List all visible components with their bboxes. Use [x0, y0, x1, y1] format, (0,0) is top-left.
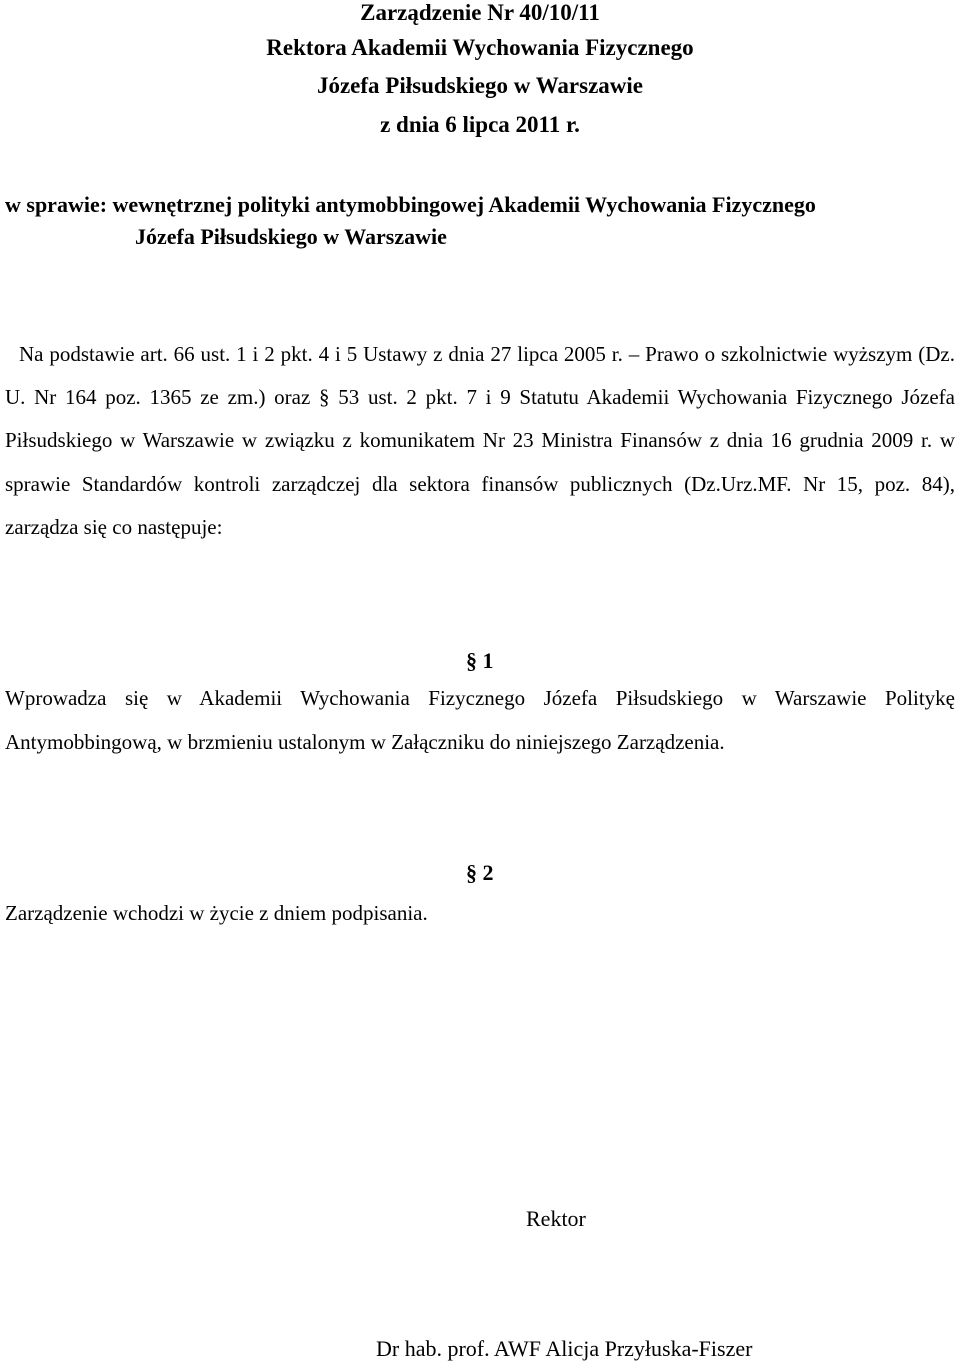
signatory-name: Dr hab. prof. AWF Alicja Przyłuska-Fiszer — [376, 1336, 753, 1361]
section-2-mark: § 2 — [466, 860, 494, 885]
signatory-role: Rektor — [526, 1206, 586, 1231]
document-date: z dnia 6 lipca 2011 r. — [380, 112, 580, 137]
document-title: Zarządzenie Nr 40/10/11 — [360, 0, 600, 25]
issuer-name-line: Józefa Piłsudskiego w Warszawie — [316, 73, 644, 98]
subject-line-2: Józefa Piłsudskiego w Warszawie — [135, 224, 447, 249]
section-2-text: Zarządzenie wchodzi w życie z dniem podpisania. — [5, 901, 428, 925]
subject-line-1: w sprawie: wewnętrznej polityki antymobbingowej Akademii Wychowania Fizycznego — [5, 192, 816, 217]
section-1-text: Wprowadza się w Akademii Wychowania Fizycznego Józefa Piłsudskiego w Warszawie Politykę Antymobbingową, w brzmieniu ustalonym w Załączniku do niniejszego Zarządzenia. — [5, 686, 955, 754]
preamble-paragraph: Na podstawie art. 66 ust. 1 i 2 pkt. 4 i 5 Ustawy z dnia 27 lipca 2005 r. – Prawo o szkolnictwie wyższym (Dz. U. Nr 164 poz. 1365 ze zm.) oraz § 53 ust. 2 pkt. 7 i 9 Statutu Akademii Wychowania Fizycznego Józefa Piłsudskiego w Warszawie w związku z komunikatem Nr 23 Ministra Finansów z dnia 16 grudnia 2009 r. w sprawie Standardów kontroli zarządczej dla sektora finansów publicznych (Dz.Urz.MF. Nr 15, poz. 84), zarządza się co następuje: — [5, 342, 955, 539]
issuer-line: Rektora Akademii Wychowania Fizycznego — [266, 35, 694, 60]
section-1-mark: § 1 — [466, 648, 494, 673]
